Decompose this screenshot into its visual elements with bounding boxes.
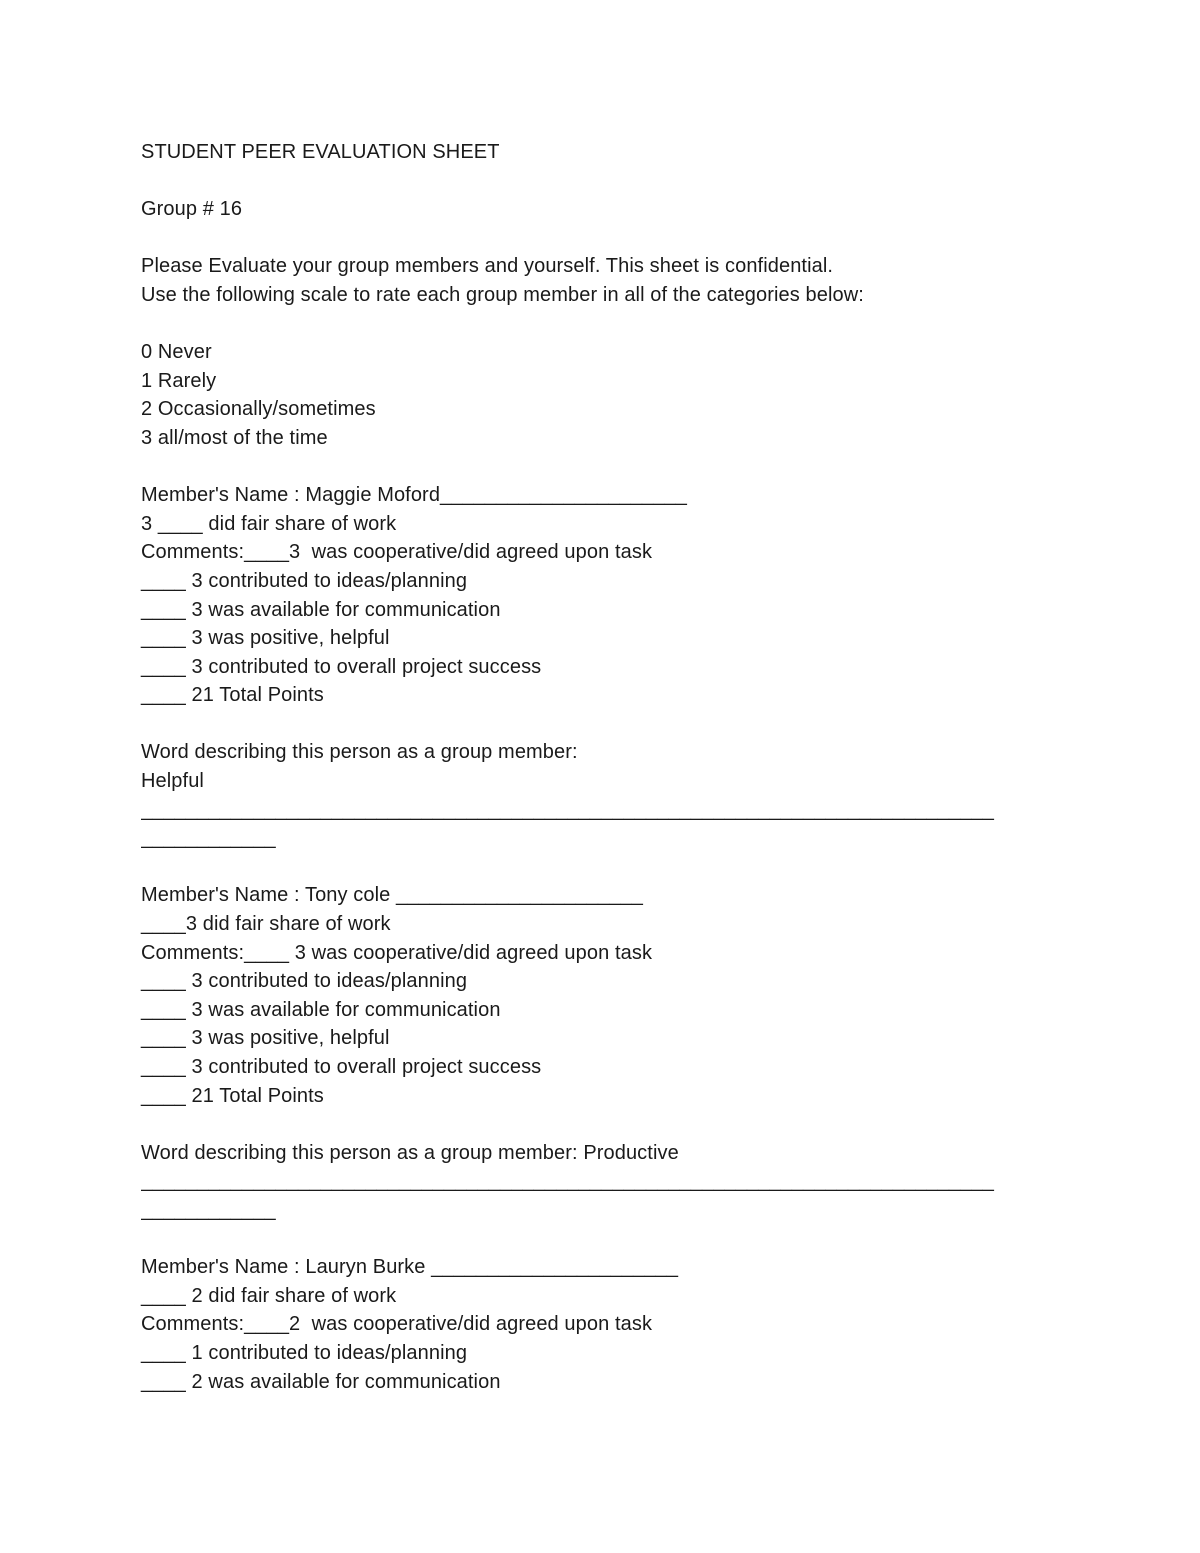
rating-line: ____ 3 was positive, helpful xyxy=(141,627,390,650)
scale-item: 2 Occasionally/sometimes xyxy=(141,398,376,421)
member-name: Member's Name : Tony cole ______________________ xyxy=(141,884,643,907)
spacer xyxy=(141,1225,1061,1254)
member-section-2 xyxy=(141,881,1061,1224)
scale-item: 0 Never xyxy=(141,341,212,364)
spacer xyxy=(141,710,1061,739)
sheet-title: STUDENT PEER EVALUATION SHEET xyxy=(141,141,500,163)
member-name: Member's Name : Lauryn Burke ______________________ xyxy=(141,1256,679,1279)
total-points: ____ 21 Total Points xyxy=(141,684,324,707)
rating-line: Comments:____2 was cooperative/did agreed upon task xyxy=(141,1313,653,1336)
word-label: Word describing this person as a group member: xyxy=(141,741,578,764)
blank-rule: ____________________________________________________________________________ xyxy=(141,1170,994,1193)
blank-rule: ____________________________________________________________________________ xyxy=(141,798,994,821)
rating-line: ____ 2 did fair share of work xyxy=(141,1284,397,1307)
member-section-3 xyxy=(141,1253,1061,1396)
rating-line: ____ 3 contributed to ideas/planning xyxy=(141,970,468,993)
blank-rule: ____________ xyxy=(141,827,276,850)
rating-line: ____ 3 was available for communication xyxy=(141,998,501,1021)
rating-line: ____ 3 contributed to overall project success xyxy=(141,1056,542,1078)
evaluation-sheet xyxy=(141,138,1061,1396)
rating-line: 3 ____ did fair share of work xyxy=(141,512,397,535)
group-number: Group # 16 xyxy=(141,198,243,221)
scale-item: 3 all/most of the time xyxy=(141,426,328,449)
spacer xyxy=(141,310,1061,339)
rating-line: ____ 1 contributed to ideas/planning xyxy=(141,1341,468,1364)
rating-line: Comments:____3 was cooperative/did agreed upon task xyxy=(141,541,653,564)
spacer xyxy=(141,1110,1061,1139)
spacer xyxy=(141,853,1061,882)
instructions-line-2: Use the following scale to rate each group member in all of the categories below: xyxy=(141,283,864,306)
spacer xyxy=(141,224,1061,253)
rating-line: ____ 3 contributed to overall project success xyxy=(141,655,542,678)
word-value: Helpful xyxy=(141,770,204,793)
word-label: Word describing this person as a group member: Productive xyxy=(141,1141,679,1164)
total-points: ____ 21 Total Points xyxy=(141,1084,324,1107)
instructions-line-1: Please Evaluate your group members and yourself. This sheet is confidential. xyxy=(141,255,834,278)
rating-line: ____ 3 contributed to ideas/planning xyxy=(141,569,468,592)
blank-rule: ____________ xyxy=(141,1198,276,1221)
rating-line: Comments:____ 3 was cooperative/did agreed upon task xyxy=(141,941,653,964)
scale-item: 1 Rarely xyxy=(141,369,217,392)
spacer xyxy=(141,167,1061,196)
rating-line: ____3 did fair share of work xyxy=(141,913,391,936)
member-section-1 xyxy=(141,481,1061,853)
member-name: Member's Name : Maggie Moford______________________ xyxy=(141,484,687,507)
rating-line: ____ 3 was available for communication xyxy=(141,598,501,621)
rating-line: ____ 3 was positive, helpful xyxy=(141,1027,390,1050)
rating-line: ____ 2 was available for communication xyxy=(141,1370,501,1393)
spacer xyxy=(141,453,1061,482)
rating-scale xyxy=(141,338,1061,452)
